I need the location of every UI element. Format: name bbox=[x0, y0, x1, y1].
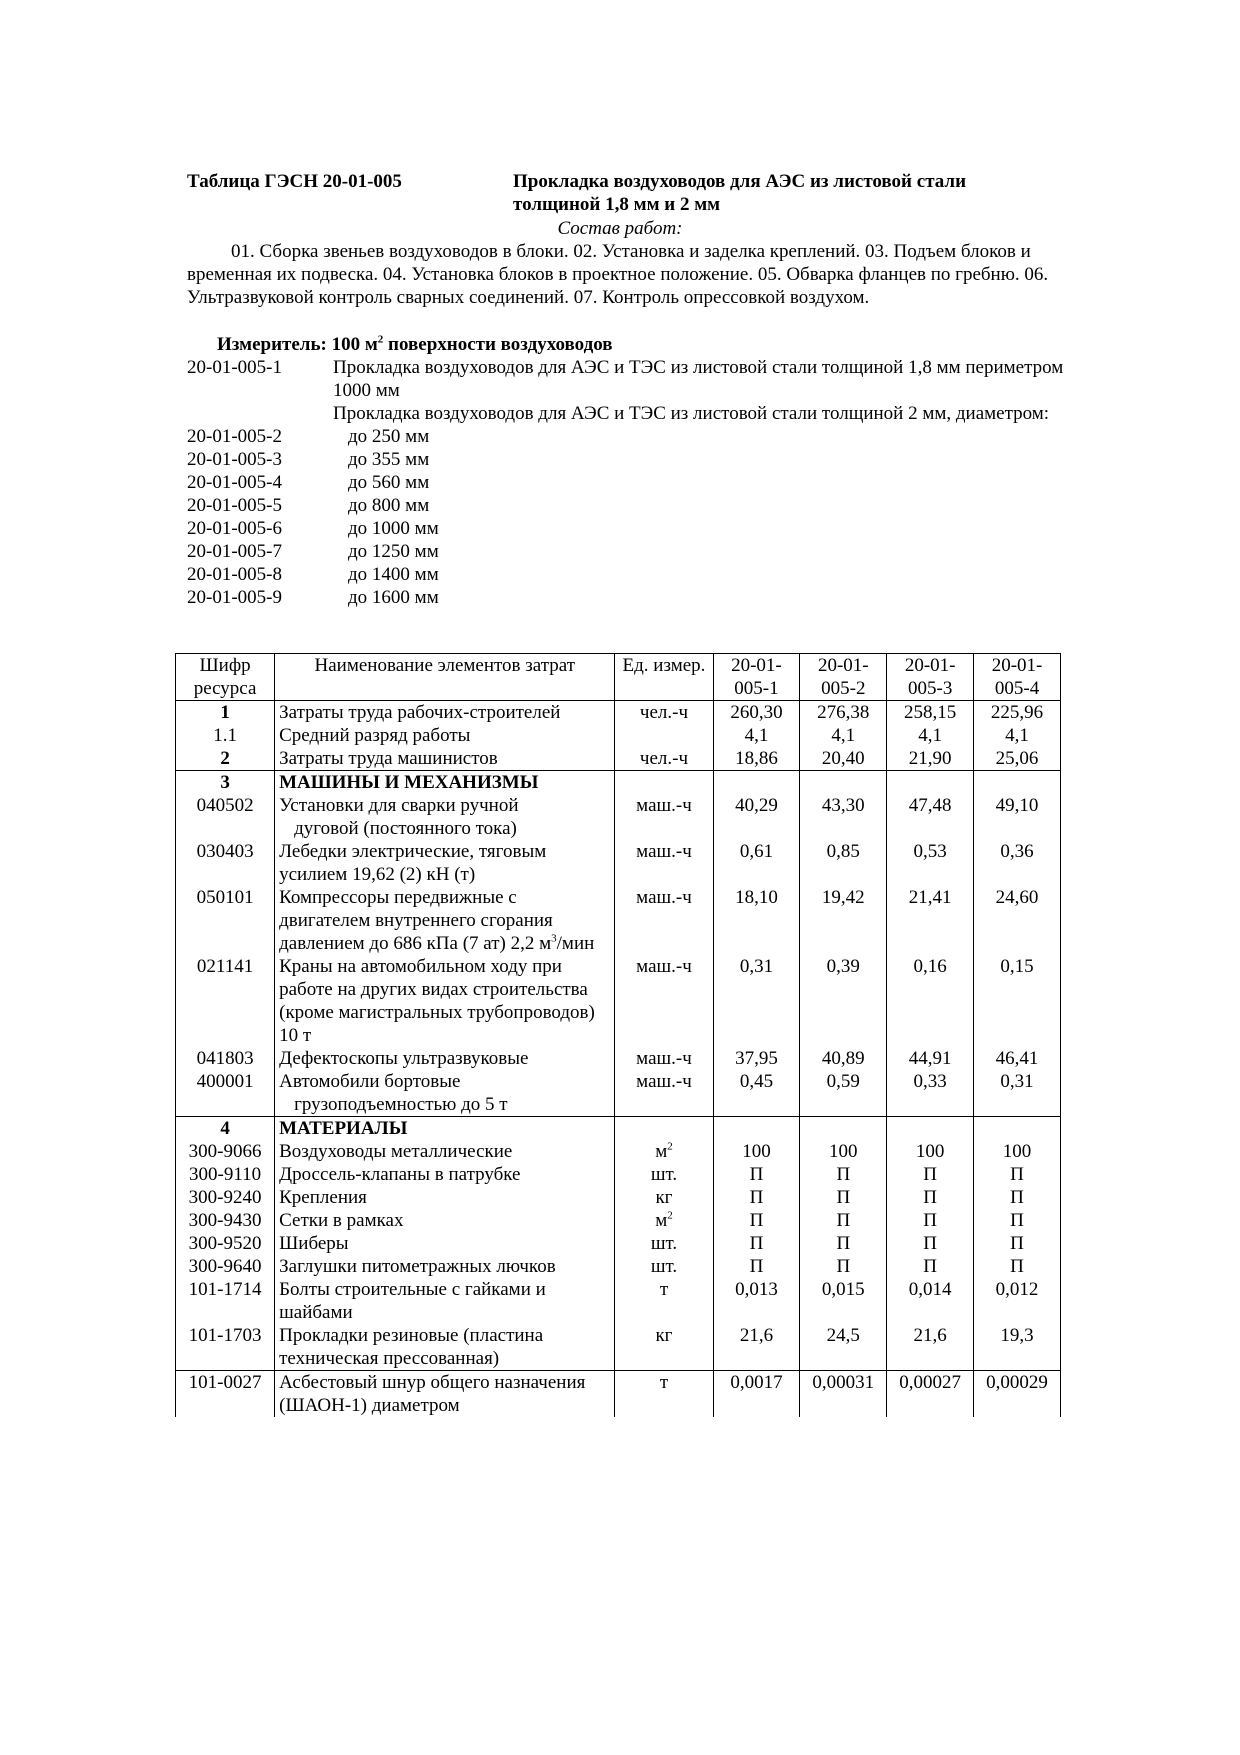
row-value: П bbox=[800, 1186, 887, 1209]
code-list-description: до 1000 мм bbox=[348, 518, 439, 539]
row-value: П bbox=[713, 1255, 800, 1278]
row-value: 21,41 bbox=[887, 886, 974, 955]
row-value: 276,38 bbox=[800, 701, 887, 725]
table-row bbox=[176, 1278, 1061, 1324]
table-row bbox=[176, 794, 1061, 840]
row-name-text: Дроссель-клапаны в патрубке bbox=[279, 1164, 521, 1185]
code-list bbox=[187, 356, 1067, 609]
row-value: 4,1 bbox=[887, 724, 974, 747]
row-name-text: Автомобили бортовые bbox=[279, 1071, 461, 1092]
code-list-code: 20-01-005-9 bbox=[187, 587, 282, 608]
row-code: 300-9066 bbox=[176, 1140, 275, 1163]
code-list-code: 20-01-005-2 bbox=[187, 426, 282, 447]
row-name-text: Асбестовый шнур общего назначения (ШАОН-1) диаметром bbox=[279, 1372, 586, 1416]
row-value: П bbox=[887, 1209, 974, 1232]
table-row bbox=[176, 724, 1061, 747]
code-list-code: 20-01-005-4 bbox=[187, 472, 282, 493]
row-unit bbox=[615, 1232, 713, 1255]
code-list-code: 20-01-005-3 bbox=[187, 449, 282, 470]
row-value: 0,16 bbox=[887, 955, 974, 1047]
row-value: 24,60 bbox=[974, 886, 1061, 955]
row-value: 18,86 bbox=[713, 747, 800, 771]
table-row bbox=[176, 701, 1061, 725]
row-unit bbox=[615, 1278, 713, 1324]
row-value: 260,30 bbox=[713, 701, 800, 725]
code-list-item bbox=[187, 586, 1067, 609]
header-column: 20-01-005-3 bbox=[887, 654, 974, 701]
table-row bbox=[176, 886, 1061, 955]
table-row bbox=[176, 1140, 1061, 1163]
row-unit bbox=[615, 955, 713, 1047]
row-value: П bbox=[713, 1163, 800, 1186]
row-value: 44,91 bbox=[887, 1047, 974, 1070]
row-code: 101-1703 bbox=[176, 1324, 275, 1371]
code-list-code: 20-01-005-7 bbox=[187, 541, 282, 562]
row-name bbox=[275, 794, 615, 840]
header-column: 20-01-005-4 bbox=[974, 654, 1061, 701]
row-value: 46,41 bbox=[974, 1047, 1061, 1070]
row-unit bbox=[615, 1140, 713, 1163]
row-value: 0,013 bbox=[713, 1278, 800, 1324]
row-unit bbox=[615, 1117, 713, 1141]
header-name: Наименование элементов затрат bbox=[275, 654, 615, 701]
row-unit-text: кг bbox=[655, 1325, 673, 1346]
row-name bbox=[275, 1278, 615, 1324]
row-name-text: Краны на автомобильном ходу при работе на других видах строительства (кроме магистральных трубопроводов) 10 т bbox=[279, 956, 595, 1046]
row-value bbox=[974, 771, 1061, 795]
table-row bbox=[176, 1117, 1061, 1141]
row-value: 19,42 bbox=[800, 886, 887, 955]
row-value: 43,30 bbox=[800, 794, 887, 840]
row-unit bbox=[615, 701, 713, 725]
meter-unit: Измеритель: 100 $м^2$ поверхности воздуховодов bbox=[217, 333, 613, 355]
row-code: 041803 bbox=[176, 1047, 275, 1070]
row-value: 20,40 bbox=[800, 747, 887, 771]
row-value: П bbox=[713, 1232, 800, 1255]
header-column: 20-01-005-1 bbox=[713, 654, 800, 701]
code-list-item bbox=[187, 494, 1067, 517]
code-list-description: до 1400 мм bbox=[348, 564, 439, 585]
code-list-description: Прокладка воздуховодов для АЭС и ТЭС из листовой стали толщиной 1,8 мм периметром 1000 мм bbox=[333, 357, 1064, 401]
row-unit-text: кг bbox=[655, 1187, 673, 1208]
code-list-description: до 355 мм bbox=[348, 449, 430, 470]
row-value: 0,00027 bbox=[887, 1371, 974, 1418]
row-name bbox=[275, 1117, 615, 1141]
code-list-code: 20-01-005-5 bbox=[187, 495, 282, 516]
row-unit-sup: 2 bbox=[667, 1140, 673, 1153]
row-unit-text: маш.-ч bbox=[636, 841, 692, 862]
row-name-text: Болты строительные с гайками и шайбами bbox=[279, 1279, 546, 1323]
code-list-item bbox=[187, 563, 1067, 586]
row-name bbox=[275, 701, 615, 725]
row-unit bbox=[615, 886, 713, 955]
row-value: П bbox=[887, 1163, 974, 1186]
row-value: П bbox=[974, 1163, 1061, 1186]
row-value: 21,90 bbox=[887, 747, 974, 771]
row-value bbox=[713, 771, 800, 795]
code-list-description: до 1600 мм bbox=[348, 587, 439, 608]
header-unit: Ед. измер. bbox=[615, 654, 713, 701]
row-value: 0,53 bbox=[887, 840, 974, 886]
row-code: 101-1714 bbox=[176, 1278, 275, 1324]
code-list-item bbox=[187, 540, 1067, 563]
row-value: 0,015 bbox=[800, 1278, 887, 1324]
row-value: 4,1 bbox=[800, 724, 887, 747]
row-code: 300-9520 bbox=[176, 1232, 275, 1255]
row-name bbox=[275, 1186, 615, 1209]
table-row bbox=[176, 1232, 1061, 1255]
row-name-text: Крепления bbox=[279, 1187, 367, 1208]
estimate-table bbox=[175, 653, 1061, 1417]
row-unit-text: т bbox=[659, 1279, 669, 1300]
row-value: 100 bbox=[974, 1140, 1061, 1163]
row-value: 0,014 bbox=[887, 1278, 974, 1324]
row-unit-text: м bbox=[655, 1210, 668, 1231]
row-name bbox=[275, 1140, 615, 1163]
row-unit bbox=[615, 771, 713, 795]
row-name-text: МАШИНЫ И МЕХАНИЗМЫ bbox=[279, 772, 539, 793]
row-unit-text: т bbox=[659, 1372, 669, 1393]
row-name-text: Затраты труда машинистов bbox=[279, 748, 498, 769]
header-code: Шифр ресурса bbox=[176, 654, 275, 701]
row-unit bbox=[615, 1163, 713, 1186]
table-row bbox=[176, 1371, 1061, 1418]
row-value: П bbox=[887, 1186, 974, 1209]
row-name bbox=[275, 1255, 615, 1278]
table-row bbox=[176, 771, 1061, 795]
row-value: П bbox=[974, 1232, 1061, 1255]
row-value: 21,6 bbox=[887, 1324, 974, 1371]
code-list-item bbox=[187, 402, 1067, 425]
row-value: 25,06 bbox=[974, 747, 1061, 771]
row-name bbox=[275, 955, 615, 1047]
row-value: 47,48 bbox=[887, 794, 974, 840]
table-row bbox=[176, 1209, 1061, 1232]
row-name-text: Лебедки электрические, тяговым усилием 19,62 (2) кН (т) bbox=[279, 841, 547, 885]
row-unit bbox=[615, 1209, 713, 1232]
row-name bbox=[275, 886, 615, 955]
table-header-row bbox=[176, 654, 1061, 701]
row-unit bbox=[615, 1186, 713, 1209]
table-row bbox=[176, 1047, 1061, 1070]
row-name-text: МАТЕРИАЛЫ bbox=[279, 1118, 408, 1139]
row-unit-sup: 2 bbox=[667, 1209, 673, 1222]
row-value: П bbox=[800, 1209, 887, 1232]
row-value: 40,89 bbox=[800, 1047, 887, 1070]
row-name bbox=[275, 771, 615, 795]
row-unit bbox=[615, 1255, 713, 1278]
row-value: 0,00031 bbox=[800, 1371, 887, 1418]
row-name bbox=[275, 1209, 615, 1232]
row-value: П bbox=[974, 1209, 1061, 1232]
row-code: 300-9240 bbox=[176, 1186, 275, 1209]
row-value: П bbox=[974, 1255, 1061, 1278]
row-code: 400001 bbox=[176, 1070, 275, 1117]
row-value: П bbox=[887, 1232, 974, 1255]
row-unit bbox=[615, 794, 713, 840]
row-value: 0,31 bbox=[974, 1070, 1061, 1117]
row-name-text: Затраты труда рабочих-строителей bbox=[279, 702, 561, 723]
row-unit-text: маш.-ч bbox=[636, 795, 692, 816]
code-list-description: Прокладка воздуховодов для АЭС и ТЭС из листовой стали толщиной 2 мм, диаметром: bbox=[333, 403, 1050, 424]
code-list-code: 20-01-005-1 bbox=[187, 357, 282, 378]
row-unit-text: маш.-ч bbox=[636, 1048, 692, 1069]
row-value: 24,5 bbox=[800, 1324, 887, 1371]
row-value: 0,59 bbox=[800, 1070, 887, 1117]
table-row bbox=[176, 1186, 1061, 1209]
row-value: 0,012 bbox=[974, 1278, 1061, 1324]
row-value: 0,0017 bbox=[713, 1371, 800, 1418]
row-code: 3 bbox=[176, 771, 275, 795]
table-row bbox=[176, 747, 1061, 771]
code-list-item bbox=[187, 471, 1067, 494]
row-value: 0,15 bbox=[974, 955, 1061, 1047]
row-value: П bbox=[800, 1232, 887, 1255]
row-code: 030403 bbox=[176, 840, 275, 886]
row-value: П bbox=[800, 1163, 887, 1186]
row-value: 40,29 bbox=[713, 794, 800, 840]
code-list-item bbox=[187, 448, 1067, 471]
row-value: 0,33 bbox=[887, 1070, 974, 1117]
row-value: 0,36 bbox=[974, 840, 1061, 886]
row-value: 0,31 bbox=[713, 955, 800, 1047]
row-code: 1.1 bbox=[176, 724, 275, 747]
row-value: 0,61 bbox=[713, 840, 800, 886]
row-name bbox=[275, 1070, 615, 1117]
row-name bbox=[275, 1163, 615, 1186]
row-code: 050101 bbox=[176, 886, 275, 955]
row-unit-text: шт. bbox=[650, 1164, 678, 1185]
row-unit-text: чел.-ч bbox=[639, 748, 689, 769]
row-value: 258,15 bbox=[887, 701, 974, 725]
code-list-description: до 250 мм bbox=[348, 426, 430, 447]
row-unit bbox=[615, 1070, 713, 1117]
row-value bbox=[800, 1117, 887, 1141]
row-code: 300-9110 bbox=[176, 1163, 275, 1186]
row-value: 21,6 bbox=[713, 1324, 800, 1371]
code-list-code: 20-01-005-6 bbox=[187, 518, 282, 539]
table-row bbox=[176, 1070, 1061, 1117]
header-column: 20-01-005-2 bbox=[800, 654, 887, 701]
row-value bbox=[887, 1117, 974, 1141]
row-unit bbox=[615, 1371, 713, 1418]
table-row bbox=[176, 1324, 1061, 1371]
row-value: 37,95 bbox=[713, 1047, 800, 1070]
row-value: П bbox=[974, 1186, 1061, 1209]
row-name bbox=[275, 1324, 615, 1371]
code-list-description: до 800 мм bbox=[348, 495, 430, 516]
row-value: 4,1 bbox=[974, 724, 1061, 747]
row-code: 4 bbox=[176, 1117, 275, 1141]
code-list-item bbox=[187, 425, 1067, 448]
row-name bbox=[275, 1232, 615, 1255]
row-unit-text: м bbox=[655, 1141, 668, 1162]
row-name-sup: 3 bbox=[551, 932, 557, 945]
row-name bbox=[275, 724, 615, 747]
row-value bbox=[887, 771, 974, 795]
row-name-continuation: дуговой (постоянного тока) bbox=[294, 818, 517, 839]
row-name-text: Компрессоры передвижные с двигателем внутреннего сгорания давлением до 686 кПа (7 ат) 2,2 м bbox=[279, 887, 553, 954]
row-unit bbox=[615, 1324, 713, 1371]
row-code: 101-0027 bbox=[176, 1371, 275, 1418]
row-name bbox=[275, 840, 615, 886]
row-name bbox=[275, 1371, 615, 1418]
row-value: 19,3 bbox=[974, 1324, 1061, 1371]
row-code: 2 bbox=[176, 747, 275, 771]
works-title: Состав работ: bbox=[557, 218, 683, 239]
row-value: П bbox=[887, 1255, 974, 1278]
row-name-text: Установки для сварки ручной bbox=[279, 795, 519, 816]
row-value bbox=[974, 1117, 1061, 1141]
row-value: 0,45 bbox=[713, 1070, 800, 1117]
row-unit-text: маш.-ч bbox=[636, 887, 692, 908]
row-name-text: Средний разряд работы bbox=[279, 725, 471, 746]
row-unit-text: шт. bbox=[650, 1256, 678, 1277]
row-code: 021141 bbox=[176, 955, 275, 1047]
row-value bbox=[713, 1117, 800, 1141]
row-value: 100 bbox=[800, 1140, 887, 1163]
row-unit-text: маш.-ч bbox=[636, 956, 692, 977]
row-value bbox=[800, 771, 887, 795]
table-row bbox=[176, 840, 1061, 886]
code-list-description: до 560 мм bbox=[348, 472, 430, 493]
row-unit bbox=[615, 1047, 713, 1070]
row-value: 225,96 bbox=[974, 701, 1061, 725]
row-unit-text: маш.-ч bbox=[636, 1071, 692, 1092]
row-name-continuation: грузоподъемностью до 5 т bbox=[294, 1094, 508, 1115]
row-code: 040502 bbox=[176, 794, 275, 840]
row-name-text: Воздуховоды металлические bbox=[279, 1141, 513, 1162]
row-unit bbox=[615, 840, 713, 886]
row-name-text: Заглушки питометражных лючков bbox=[279, 1256, 556, 1277]
row-name-tail: /мин bbox=[556, 933, 595, 954]
code-list-item bbox=[187, 517, 1067, 540]
row-name-text: Дефектоскопы ультразвуковые bbox=[279, 1048, 529, 1069]
table-code: Таблица ГЭСН 20-01-005 bbox=[187, 171, 402, 192]
code-list-code: 20-01-005-8 bbox=[187, 564, 282, 585]
code-list-description: до 1250 мм bbox=[348, 541, 439, 562]
table-row bbox=[176, 1255, 1061, 1278]
row-value: П bbox=[800, 1255, 887, 1278]
row-name bbox=[275, 747, 615, 771]
row-name-text: Сетки в рамках bbox=[279, 1210, 404, 1231]
table-row bbox=[176, 1163, 1061, 1186]
row-value: 18,10 bbox=[713, 886, 800, 955]
row-value: П bbox=[713, 1209, 800, 1232]
row-code: 300-9640 bbox=[176, 1255, 275, 1278]
row-code: 1 bbox=[176, 701, 275, 725]
row-unit bbox=[615, 747, 713, 771]
works-description: 01. Сборка звеньев воздуховодов в блоки. 02. Установка и заделка креплений. 03. Подъем блоков и временная их подвеска. 04. Установка блоков в проектное положение. 05. Обварка фланцев по гребню. 06. Ультразвуковой контроль сварных соединений. 07. Контроль опрессовкой воздухом. bbox=[187, 241, 1049, 308]
row-value: 100 bbox=[887, 1140, 974, 1163]
code-list-item bbox=[187, 356, 1067, 402]
table-row bbox=[176, 955, 1061, 1047]
row-code: 300-9430 bbox=[176, 1209, 275, 1232]
row-unit-text: шт. bbox=[650, 1233, 678, 1254]
row-value: 0,00029 bbox=[974, 1371, 1061, 1418]
row-value: 49,10 bbox=[974, 794, 1061, 840]
row-value: 0,85 bbox=[800, 840, 887, 886]
row-value: П bbox=[713, 1186, 800, 1209]
row-unit-text: чел.-ч bbox=[639, 702, 689, 723]
row-value: 100 bbox=[713, 1140, 800, 1163]
row-unit bbox=[615, 724, 713, 747]
table-title: Прокладка воздуховодов для АЭС из листовой стали толщиной 1,8 мм и 2 мм bbox=[513, 171, 967, 215]
row-value: 0,39 bbox=[800, 955, 887, 1047]
row-name bbox=[275, 1047, 615, 1070]
row-name-text: Прокладки резиновые (пластина техническая прессованная) bbox=[279, 1325, 544, 1369]
row-name-text: Шиберы bbox=[279, 1233, 349, 1254]
row-value: 4,1 bbox=[713, 724, 800, 747]
